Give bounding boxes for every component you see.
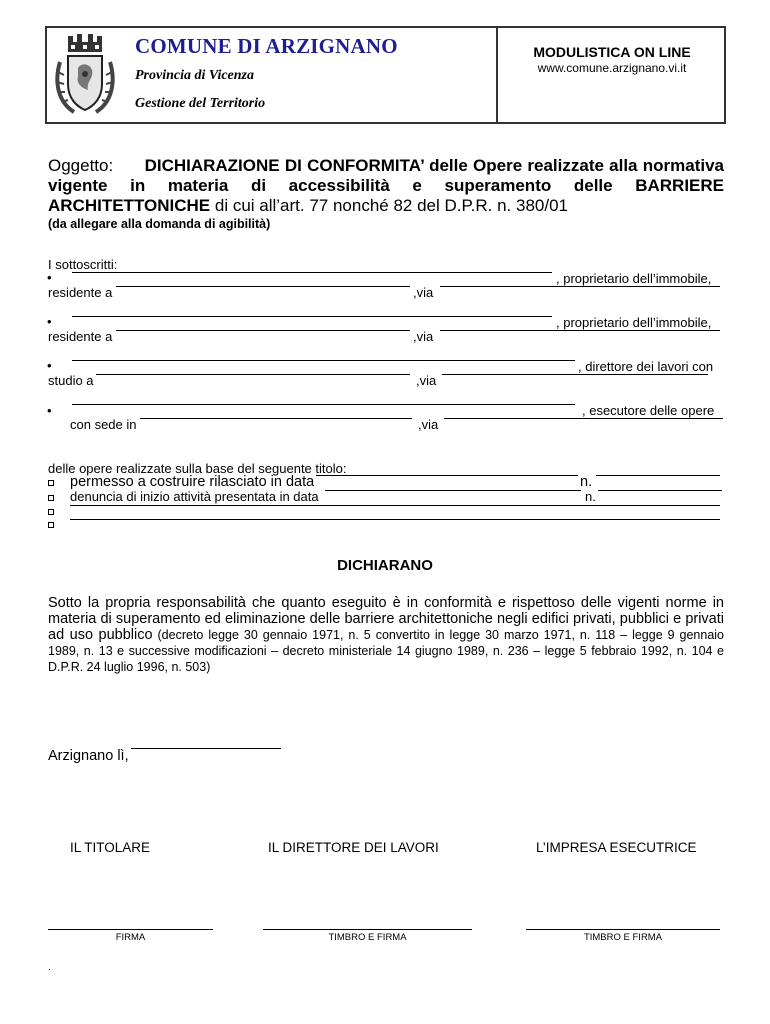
- province-name: Provincia di Vicenza: [135, 68, 254, 83]
- name-field-1[interactable]: [72, 272, 552, 273]
- name-field-2[interactable]: [72, 316, 552, 317]
- other-title-field-2[interactable]: [70, 519, 720, 520]
- permit-date-field[interactable]: [316, 475, 578, 476]
- service-title: MODULISTICA ON LINE: [533, 44, 691, 60]
- header-divider: [496, 26, 498, 124]
- website-link[interactable]: www.comune.arzignano.vi.it: [537, 61, 687, 75]
- declaration-refs: (decreto legge 30 gennaio 1971, n. 5 convertito in legge 30 marzo 1971, n. 118 – legge 9 gennaio 1989, n. 13 e successive modificazioni – decreto ministeriale 14 giugno 1989, n. 236 – legge 5 febbraio 1992, n. 104 e D.P.R. 24 luglio 1996, n. 503): [48, 628, 725, 674]
- signature-label-owner: FIRMA: [115, 932, 146, 943]
- checkbox-other-2[interactable]: [48, 522, 54, 528]
- subject-title-part1: DICHIARAZIONE DI CONFORMITA’ delle Opere realizzate alla normativa: [144, 156, 724, 175]
- address-label-1: residente a: [48, 285, 113, 300]
- name-field-4[interactable]: [72, 404, 575, 405]
- other-title-field-1[interactable]: [70, 505, 720, 506]
- via-field-2[interactable]: [440, 330, 720, 331]
- role-text-2: , proprietario dell’immobile,: [556, 315, 712, 330]
- signatories-intro: I sottoscritti:: [48, 257, 118, 272]
- option-permit-label: permesso a costruire rilasciato in data: [70, 474, 315, 490]
- permit-number-field[interactable]: [596, 475, 720, 476]
- subject-line-3: [48, 196, 724, 216]
- via-label-1: ,via: [413, 285, 434, 300]
- city-field-2[interactable]: [116, 330, 410, 331]
- subject-label: Oggetto:: [48, 156, 114, 175]
- bullet-1: •: [47, 270, 52, 285]
- declaration-heading: DICHIARANO: [337, 557, 433, 574]
- bullet-3: •: [47, 358, 52, 373]
- subject-title-part2: vigente in materia di accessibilità e superamento delle BARRIERE: [48, 176, 724, 195]
- signature-line-company[interactable]: [526, 929, 720, 930]
- place-date-label: Arzignano lì,: [48, 748, 129, 764]
- name-field-3[interactable]: [72, 360, 575, 361]
- declaration-main: Sotto la propria responsabilità che quanto eseguito è in conformità e rispettoso delle vigenti norme in materia di superamento ed eliminazione delle barriere architettoniche negli edifici privati, pubblici e privati ad uso pubblico: [48, 595, 724, 643]
- address-label-2: residente a: [48, 329, 113, 344]
- subject-line-1: [48, 156, 724, 176]
- address-label-3: studio a: [48, 373, 94, 388]
- subject-block: [48, 156, 724, 232]
- titles-intro: delle opere realizzate sulla base del seguente titolo:: [48, 461, 347, 476]
- subject-title-part3-bold: ARCHITETTONICHE: [48, 196, 211, 215]
- city-field-1[interactable]: [116, 286, 410, 287]
- town-name: COMUNE DI ARZIGNANO: [135, 34, 398, 58]
- checkbox-other-1[interactable]: [48, 509, 54, 515]
- signature-line-owner[interactable]: [48, 929, 213, 930]
- dia-number-label: n.: [585, 489, 596, 504]
- role-text-4: , esecutore delle opere: [582, 403, 715, 418]
- signature-role-director: IL DIRETTORE DEI LAVORI: [268, 840, 439, 855]
- checkbox-permit[interactable]: [48, 480, 54, 486]
- dia-number-field[interactable]: [598, 490, 722, 491]
- checkbox-dia[interactable]: [48, 495, 54, 501]
- bullet-4: •: [47, 403, 52, 418]
- signature-role-company: L’IMPRESA ESECUTRICE: [536, 840, 697, 855]
- signature-line-director[interactable]: [263, 929, 472, 930]
- department-name: Gestione del Territorio: [135, 96, 266, 111]
- signature-label-company: TIMBRO E FIRMA: [583, 932, 663, 943]
- city-field-4[interactable]: [140, 418, 412, 419]
- coat-of-arms-icon: [52, 32, 118, 118]
- role-text-3: , direttore dei lavori con: [578, 359, 714, 374]
- role-text-1: , proprietario dell’immobile,: [556, 271, 712, 286]
- via-field-1[interactable]: [440, 286, 720, 287]
- permit-number-label: n.: [580, 474, 593, 490]
- subject-line-2: [48, 176, 724, 196]
- via-field-4[interactable]: [444, 418, 723, 419]
- via-label-4: ,via: [418, 417, 439, 432]
- subject-title-part3-rest: di cui all’art. 77 nonché 82 del D.P.R. n. 380/01: [210, 196, 569, 215]
- option-dia-label: denuncia di inizio attività presentata in data: [70, 489, 319, 504]
- footer-mark: .: [48, 962, 51, 973]
- subject-note: (da allegare alla domanda di agibilità): [48, 217, 271, 231]
- declaration-text: [48, 595, 724, 675]
- via-label-3: ,via: [416, 373, 437, 388]
- signature-role-owner: IL TITOLARE: [70, 840, 151, 855]
- dia-date-field[interactable]: [325, 490, 581, 491]
- signature-label-director: TIMBRO E FIRMA: [328, 932, 407, 943]
- date-field[interactable]: [131, 748, 281, 749]
- via-field-3[interactable]: [442, 374, 708, 375]
- via-label-2: ,via: [413, 329, 434, 344]
- address-label-4: con sede in: [70, 417, 137, 432]
- city-field-3[interactable]: [96, 374, 410, 375]
- bullet-2: •: [47, 314, 52, 329]
